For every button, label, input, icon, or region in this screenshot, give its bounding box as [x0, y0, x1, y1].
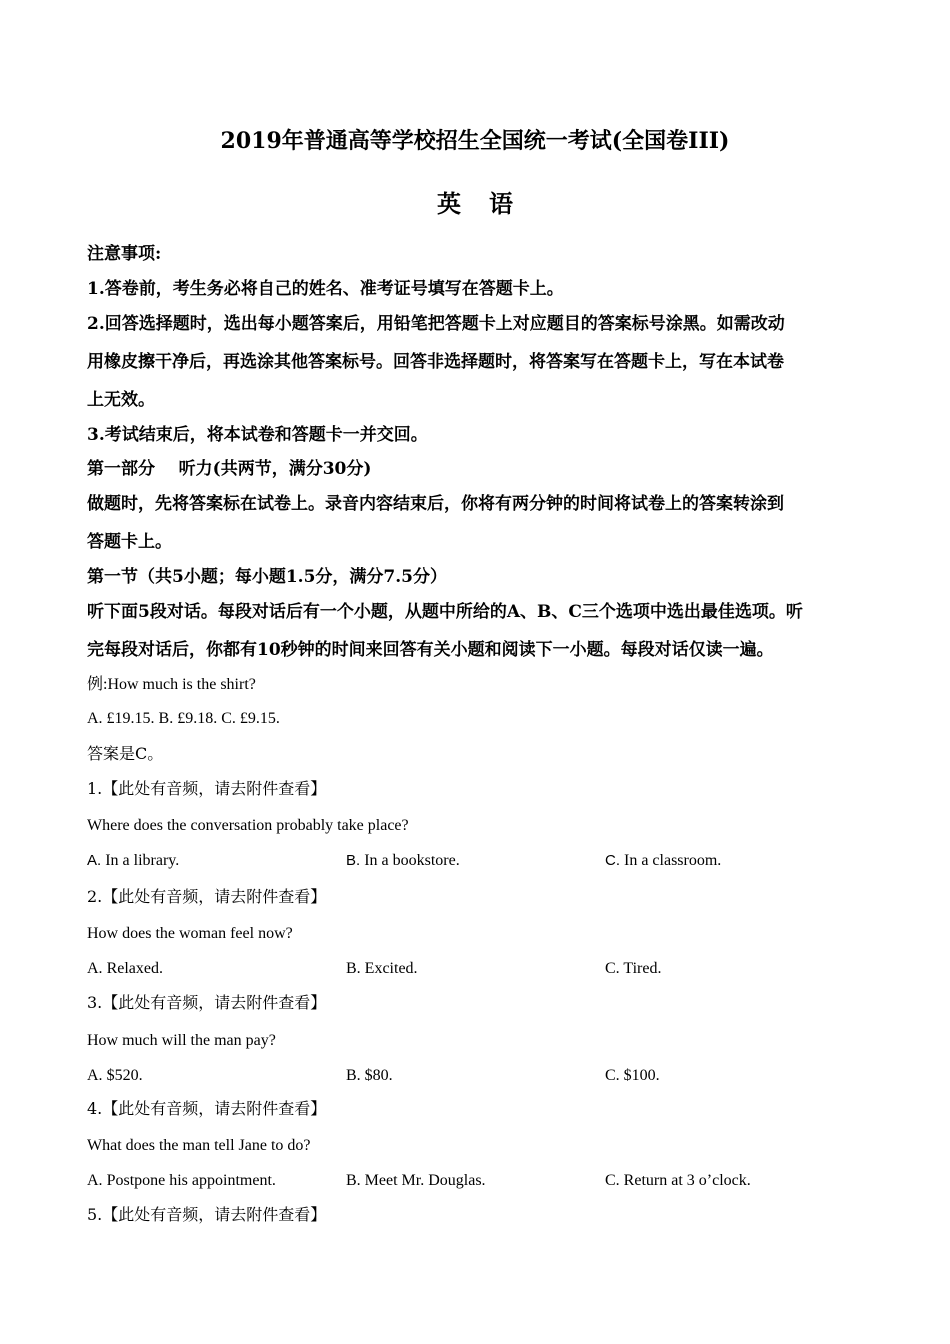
- audio-placeholder: 【此处有音频，请去附件查看】: [102, 1099, 327, 1118]
- part1-instruction-line-2: 答题卡上。: [87, 532, 172, 552]
- question-2-option-c: [605, 957, 661, 981]
- example-question: 例:How much is the shirt?: [87, 676, 256, 693]
- question-5-audio: [87, 1203, 867, 1227]
- option-letter: B.: [346, 960, 361, 977]
- section1-instruction-line-2: 完每段对话后，你都有10秒钟的时间来回答有关小题和阅读下一小题。每段对话仅读一遍。: [87, 640, 774, 660]
- example-answer: 答案是C。: [87, 744, 164, 763]
- question-number: 5.: [87, 1205, 103, 1224]
- question-4-text: What does the man tell Jane to do?: [87, 1137, 311, 1154]
- question-1-audio: [87, 777, 867, 801]
- question-1-option-b: [346, 849, 460, 873]
- option-letter: C.: [605, 1067, 620, 1084]
- exam-title: 2019年普通高等学校招生全国统一考试(全国卷III): [220, 128, 730, 154]
- notice-item-2-line-2: 用橡皮擦干净后，再选涂其他答案标号。回答非选择题时，将答案写在答题卡上，写在本试卷: [87, 352, 784, 372]
- question-2-option-a: [87, 957, 163, 981]
- question-4-option-b: [346, 1169, 486, 1193]
- option-text: In a classroom.: [624, 852, 722, 869]
- question-1-option-c: [605, 849, 721, 873]
- question-2-audio: [87, 885, 867, 909]
- option-letter: B.: [346, 852, 361, 869]
- exam-subject: 英语: [437, 189, 541, 218]
- question-3-audio: [87, 991, 867, 1015]
- option-text: Tired.: [623, 960, 662, 977]
- section1-heading: 第一节（共5小题；每小题1.5分，满分7.5分）: [87, 567, 447, 587]
- question-number: 4.: [87, 1099, 103, 1118]
- question-3-option-c: [605, 1064, 660, 1088]
- audio-placeholder: 【此处有音频，请去附件查看】: [102, 779, 327, 798]
- option-letter: C.: [605, 960, 620, 977]
- notice-item-2-line-3: 上无效。: [87, 390, 155, 410]
- option-text: In a library.: [105, 852, 180, 869]
- question-4-audio: [87, 1097, 867, 1121]
- option-text: Meet Mr. Douglas.: [364, 1172, 486, 1189]
- question-3-text: How much will the man pay?: [87, 1032, 276, 1049]
- question-3-option-b: [346, 1064, 393, 1088]
- question-1-option-a: [87, 849, 179, 873]
- audio-placeholder: 【此处有音频，请去附件查看】: [102, 993, 327, 1012]
- question-2-option-b: [346, 957, 418, 981]
- question-number: 2.: [87, 887, 103, 906]
- option-letter: C.: [605, 852, 620, 869]
- option-letter: A.: [87, 1172, 103, 1189]
- notice-heading: 注意事项:: [87, 244, 162, 264]
- question-number: 1.: [87, 779, 103, 798]
- part1-instruction-line-1: 做题时，先将答案标在试卷上。录音内容结束后，你将有两分钟的时间将试卷上的答案转涂到: [87, 494, 784, 514]
- audio-placeholder: 【此处有音频，请去附件查看】: [102, 887, 327, 906]
- option-letter: A.: [87, 1067, 103, 1084]
- option-text: Excited.: [364, 960, 418, 977]
- question-number: 3.: [87, 993, 103, 1012]
- option-text: Return at 3 o’clock.: [623, 1172, 751, 1189]
- option-letter: B.: [346, 1172, 361, 1189]
- option-text: $520.: [106, 1067, 143, 1084]
- question-1-text: Where does the conversation probably take place?: [87, 817, 409, 834]
- audio-placeholder: 【此处有音频，请去附件查看】: [102, 1205, 327, 1224]
- part1-heading: 第一部分 听力(共两节，满分30分): [87, 459, 372, 479]
- option-letter: A.: [87, 960, 103, 977]
- option-letter: B.: [346, 1067, 361, 1084]
- example-options: A. £19.15. B. £9.18. C. £9.15.: [87, 710, 280, 727]
- notice-item-1: 1.答卷前，考生务必将自己的姓名、准考证号填写在答题卡上。: [87, 279, 564, 299]
- section1-instruction-line-1: 听下面5段对话。每段对话后有一个小题，从题中所给的A、B、C三个选项中选出最佳选项。听: [87, 602, 803, 622]
- notice-item-3: 3.考试结束后，将本试卷和答题卡一并交回。: [87, 425, 428, 445]
- option-letter: A.: [87, 852, 102, 869]
- question-2-text: How does the woman feel now?: [87, 925, 293, 942]
- option-text: $80.: [364, 1067, 393, 1084]
- option-text: $100.: [623, 1067, 660, 1084]
- option-text: Relaxed.: [106, 960, 163, 977]
- notice-item-2-line-1: 2.回答选择题时，选出每小题答案后，用铅笔把答题卡上对应题目的答案标号涂黑。如需改动: [87, 314, 785, 334]
- question-4-option-c: [605, 1169, 751, 1193]
- option-letter: C.: [605, 1172, 620, 1189]
- option-text: In a bookstore.: [364, 852, 460, 869]
- question-4-option-a: [87, 1169, 276, 1193]
- question-3-option-a: [87, 1064, 143, 1088]
- option-text: Postpone his appointment.: [106, 1172, 276, 1189]
